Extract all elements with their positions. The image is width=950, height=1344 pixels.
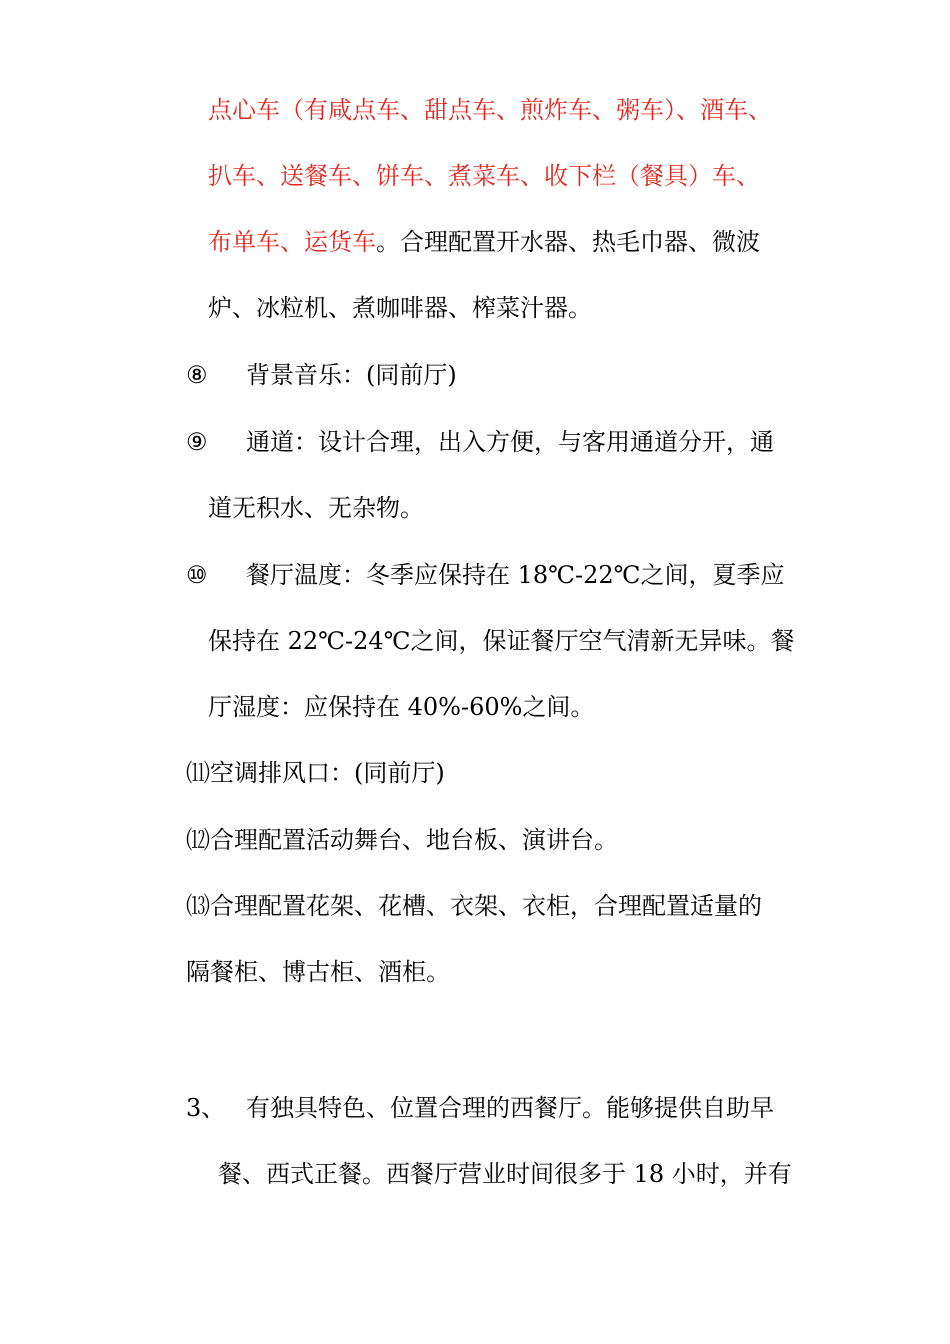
paragraph-line: [208, 226, 760, 258]
paragraph-line: [208, 160, 760, 192]
list-item-9-text: 通道：设计合理，出入方便，与客用通道分开，通: [246, 428, 774, 456]
list-item-10-continuation: 保持在 22℃-24℃之间，保证餐厅空气清新无异味。餐: [208, 627, 795, 655]
highlighted-text: 布单车、运货车: [208, 228, 376, 256]
list-item-13-continuation: 隔餐柜、博古柜、酒柜。: [186, 958, 450, 986]
highlighted-text: 扒车、送餐车、饼车、煮菜车、收下栏（餐具）车、: [208, 162, 760, 190]
section-3-text: 有独具特色、位置合理的西餐厅。能够提供自助早: [246, 1094, 774, 1122]
list-item-13-text: ⒀合理配置花架、花槽、衣架、衣柜，合理配置适量的: [186, 892, 762, 920]
section-marker-3: 3、: [186, 1094, 226, 1122]
list-marker-10: ⑩: [186, 561, 208, 589]
section-3-continuation: 餐、西式正餐。西餐厅营业时间很多于 18 小时，并有: [218, 1160, 792, 1188]
paragraph-line: [208, 94, 772, 126]
list-item-12-text: ⑿合理配置活动舞台、地台板、演讲台。: [186, 826, 618, 854]
list-item-9-continuation: 道无积水、无杂物。: [208, 494, 424, 522]
body-text: 。合理配置开水器、热毛巾器、微波: [376, 228, 760, 256]
list-item-11-text: ⑾空调排风口：(同前厅): [186, 759, 445, 787]
list-item-8-text: 背景音乐：(同前厅): [246, 361, 457, 389]
list-item-10-continuation: 厅湿度：应保持在 40%-60%之间。: [208, 693, 595, 721]
list-item-10-text: 餐厅温度：冬季应保持在 18℃-22℃之间，夏季应: [246, 561, 785, 589]
paragraph-line: [208, 292, 592, 324]
highlighted-text: 点心车（有咸点车、甜点车、煎炸车、粥车）、酒车、: [208, 96, 772, 124]
list-marker-9: ⑨: [186, 428, 208, 456]
list-marker-8: ⑧: [186, 361, 208, 389]
body-text: 炉、冰粒机、煮咖啡器、榨菜汁器。: [208, 294, 592, 322]
